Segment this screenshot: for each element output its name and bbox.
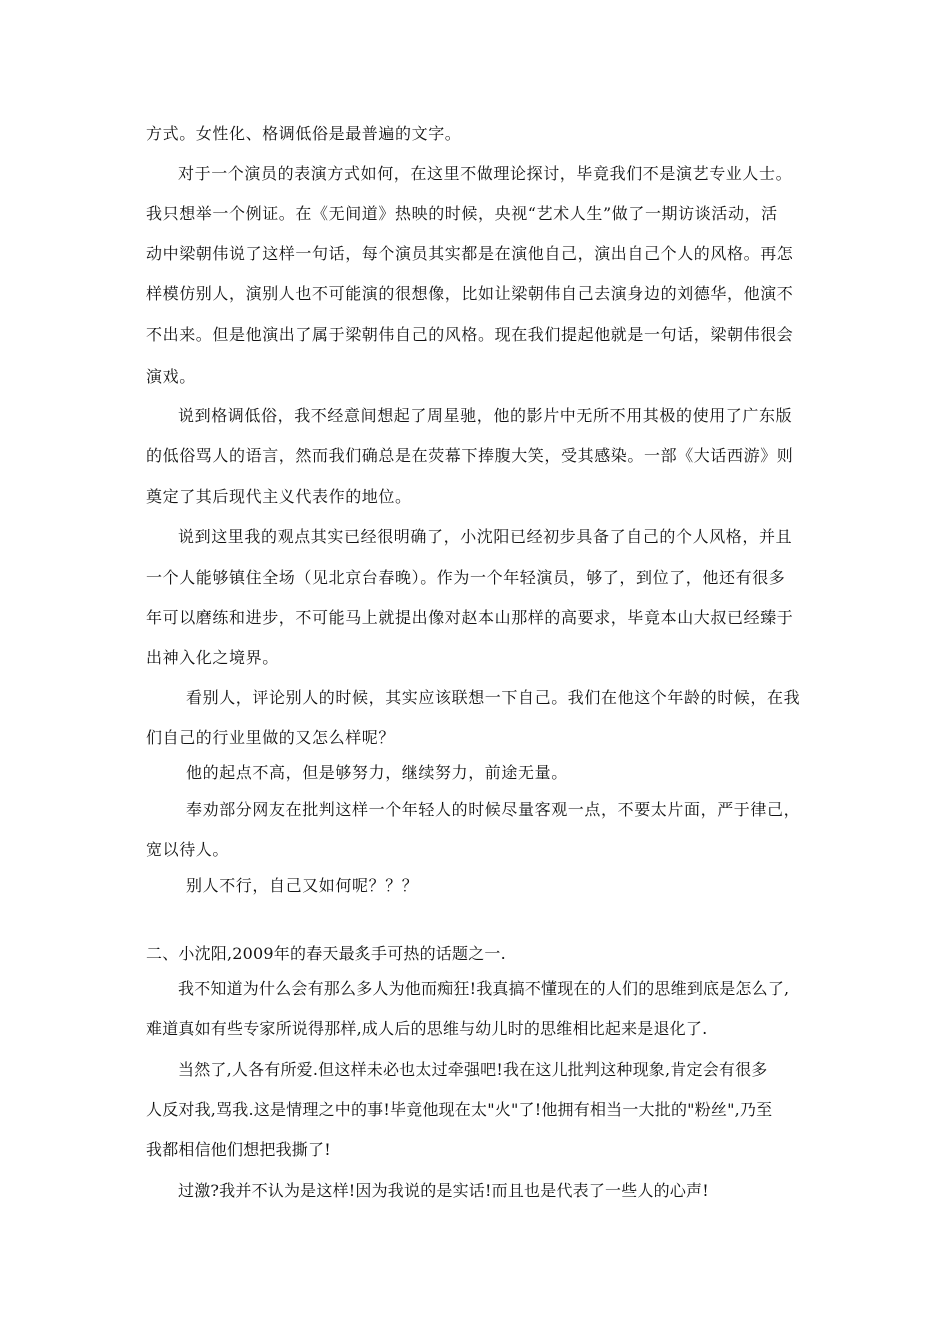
text-line: 奉劝部分网友在批判这样一个年轻人的时候尽量客观一点，不要太片面，严于律己， [186,800,801,819]
text-line: 当然了,人各有所爱.但这样未必也太过牵强吧!我在这儿批判这种现象,肯定会有很多 [178,1060,768,1079]
text-line: 我不知道为什么会有那么多人为他而痴狂!我真搞不懂现在的人们的思维到底是怎么了, [178,979,790,998]
text-line: 奠定了其后现代主义代表作的地位。 [146,487,412,506]
text-line: 我都相信他们想把我撕了! [146,1140,331,1159]
text-line: 人反对我,骂我.这是情理之中的事!毕竟他现在太"火"了!他拥有相当一大批的"粉丝",乃至 [146,1100,773,1119]
text-line: 一个人能够镇住全场（见北京台春晚）。作为一个年轻演员，够了，到位了，他还有很多 [146,568,786,587]
text-line: 出神入化之境界。 [146,648,279,667]
text-line: 方式。女性化、格调低俗是最普遍的文字。 [146,124,462,143]
text-line: 别人不行，自己又如何呢？？？ [186,876,419,895]
text-line: 们自己的行业里做的又怎么样呢？ [146,728,396,747]
text-line: 说到格调低俗，我不经意间想起了周星驰，他的影片中无所不用其极的使用了广东版 [178,406,793,425]
text-line: 难道真如有些专家所说得那样,成人后的思维与幼儿时的思维相比起来是退化了. [146,1019,708,1038]
text-line: 不出来。但是他演出了属于梁朝伟自己的风格。现在我们提起他就是一句话，梁朝伟很会 [146,325,794,344]
text-line: 样模仿别人，演别人也不可能演的很想像，比如让梁朝伟自己去演身边的刘德华，他演不 [146,284,794,303]
text-line: 动中梁朝伟说了这样一句话，每个演员其实都是在演他自己，演出自己个人的风格。再怎 [146,244,794,263]
text-line: 年可以磨练和进步，不可能马上就提出像对赵本山那样的高要求，毕竟本山大叔已经臻于 [146,608,794,627]
text-line: 对于一个演员的表演方式如何，在这里不做理论探讨，毕竟我们不是演艺专业人士。 [178,164,793,183]
text-line: 二、小沈阳,2009年的春天最炙手可热的话题之一. [146,944,506,963]
text-line: 过激?我并不认为是这样!因为我说的是实话!而且也是代表了一些人的心声! [178,1181,709,1200]
text-line: 他的起点不高，但是够努力，继续努力，前途无量。 [186,763,568,782]
text-line: 宽以待人。 [146,840,230,859]
text-line: 说到这里我的观点其实已经很明确了，小沈阳已经初步具备了自己的个人风格，并且 [178,527,793,546]
text-line: 演戏。 [146,367,196,386]
text-line: 的低俗骂人的语言，然而我们确总是在荧幕下捧腹大笑，受其感染。一部《大话西游》则 [146,446,794,465]
text-line: 看别人，评论别人的时候，其实应该联想一下自己。我们在他这个年龄的时候，在我 [186,688,801,707]
text-line: 我只想举一个例证。在《无间道》热映的时候，央视“艺术人生”做了一期访谈活动，活 [146,204,778,223]
